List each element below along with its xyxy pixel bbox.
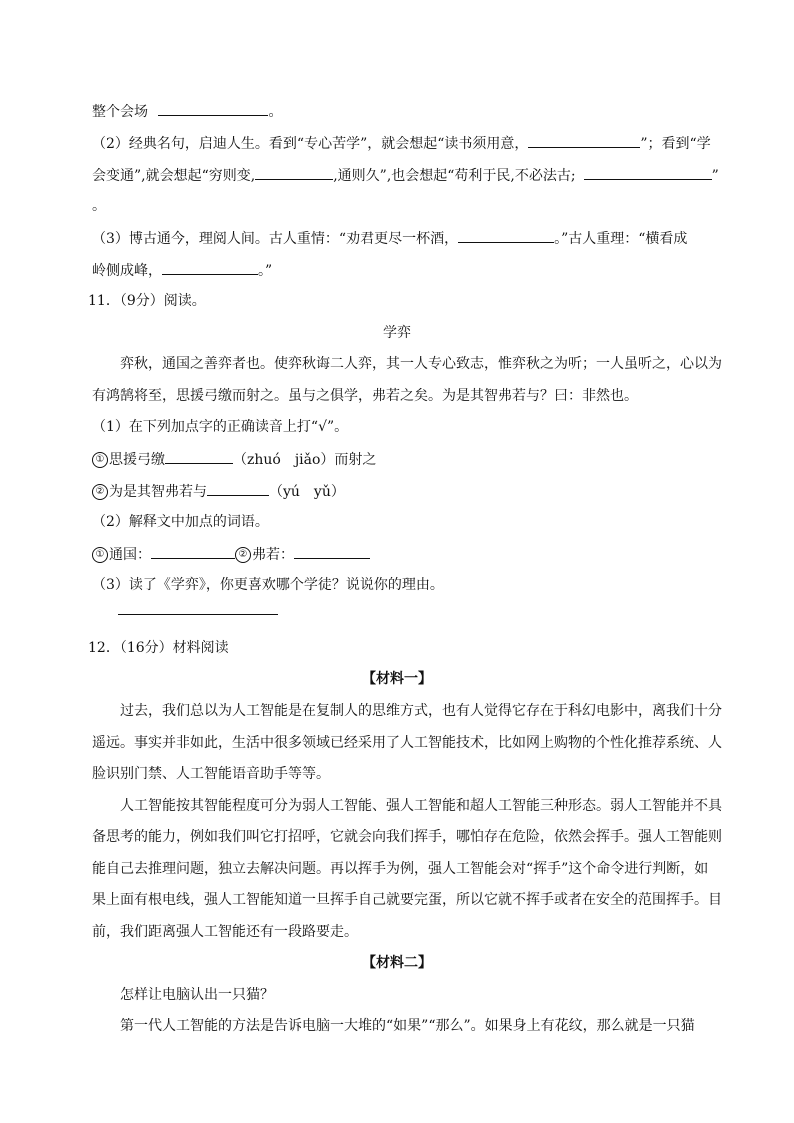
material-1-line-2: 遥远。事实并非如此，生活中很多领域已经采用了人工智能技术，比如网上购物的个性化推荐系统、人 [92,735,722,751]
q11-sub1-item-2: ② 为是其智弗若与 （yú yǔ） [92,481,345,502]
q11-passage-line-1: 弈秋，通国之善弈者也。使弈秋诲二人弈，其一人专心致志，惟弈秋之为听；一人虽听之，心以为 [120,356,722,372]
q11-heading: 11．（9分）阅读。 [88,293,206,309]
answer-blank[interactable] [118,600,278,615]
answer-blank[interactable] [207,481,269,496]
material-2-line-1: 怎样让电脑认出一只猫？ [120,987,274,1003]
q11-title: 学弈 [383,325,411,341]
answer-blank[interactable] [584,165,712,180]
q10-sub2-line-1: （2）经典名句，启迪人生。看到“专心苦学”，就会想起“读书须用意， ”；看到“学 [92,133,711,154]
q11-sub3-answer-line [118,600,278,621]
q10-sub3-line-1: （3）博古通今，理阅人间。古人重情：“劝君更尽一杯酒， 。”古人重理：“横看成 [92,228,687,249]
answer-blank[interactable] [255,165,333,180]
answer-blank[interactable] [162,260,258,275]
q10-sub2-line-2: 会变通”,就会想起“穷则变, ,通则久”,也会想起“苟利于民,不必法古; ” [92,165,719,186]
answer-blank[interactable] [294,544,370,559]
q10-line-1: 整个会场 。 [92,101,282,122]
material-2-title: 【材料二】 [362,955,432,971]
q11-sub2: （2）解释文中加点的词语。 [92,514,269,530]
material-2-line-2: 第一代人工智能的方法是告诉电脑一大堆的“如果”“那么”。如果身上有花纹，那么就是一只猫 [120,1018,695,1034]
q10-sub2-line-3: 。 [92,198,106,214]
q11-sub1: （1）在下列加点字的正确读音上打“√”。 [92,419,349,435]
answer-blank[interactable] [165,449,233,464]
q11-sub3: （3）读了《学弈》，你更喜欢哪个学徒？说说你的理由。 [92,577,444,593]
material-1-title: 【材料一】 [362,671,432,687]
material-1-line-7: 果上面有根电线，强人工智能知道一旦挥手自己就要完蛋，所以它就不挥手或者在安全的范围挥手。目 [92,892,722,908]
q12-heading: 12．（16分）材料阅读 [88,640,229,656]
q11-sub2-items: ① 通国： ② 弗若： [92,544,370,565]
material-1-line-4: 人工智能按其智能程度可分为弱人工智能、强人工智能和超人工智能三种形态。弱人工智能并不具 [120,798,722,814]
circled-number: ① [92,547,108,563]
answer-blank[interactable] [528,133,640,148]
circled-number: ② [235,547,251,563]
material-1-line-8: 前，我们距离强人工智能还有一段路要走。 [92,924,358,940]
answer-blank[interactable] [151,544,235,559]
material-1-line-6: 能自己去推理问题，独立去解决问题。再以挥手为例，强人工智能会对“挥手”这个命令进行判断，如 [92,861,709,877]
material-1-line-1: 过去，我们总以为人工智能是在复制人的思维方式，也有人觉得它存在于科幻电影中，离我们十分 [120,703,722,719]
q11-sub1-item-1: ① 思援弓缴 （zhuó jiǎo）而射之 [92,449,376,470]
material-1-line-3: 脸识别门禁、人工智能语音助手等等。 [92,766,330,782]
answer-blank[interactable] [158,101,268,116]
answer-blank[interactable] [458,228,554,243]
material-1-line-5: 备思考的能力，例如我们叫它打招呼，它就会向我们挥手，哪怕存在危险，依然会挥手。强人工智能则 [92,829,722,845]
q10-sub3-line-2: 岭侧成峰， 。” [92,260,272,281]
circled-number: ② [92,484,108,500]
q11-passage-line-2: 有鸿鹄将至，思援弓缴而射之。虽与之俱学，弗若之矣。为是其智弗若与？曰：非然也。 [92,388,638,404]
circled-number: ① [92,452,108,468]
